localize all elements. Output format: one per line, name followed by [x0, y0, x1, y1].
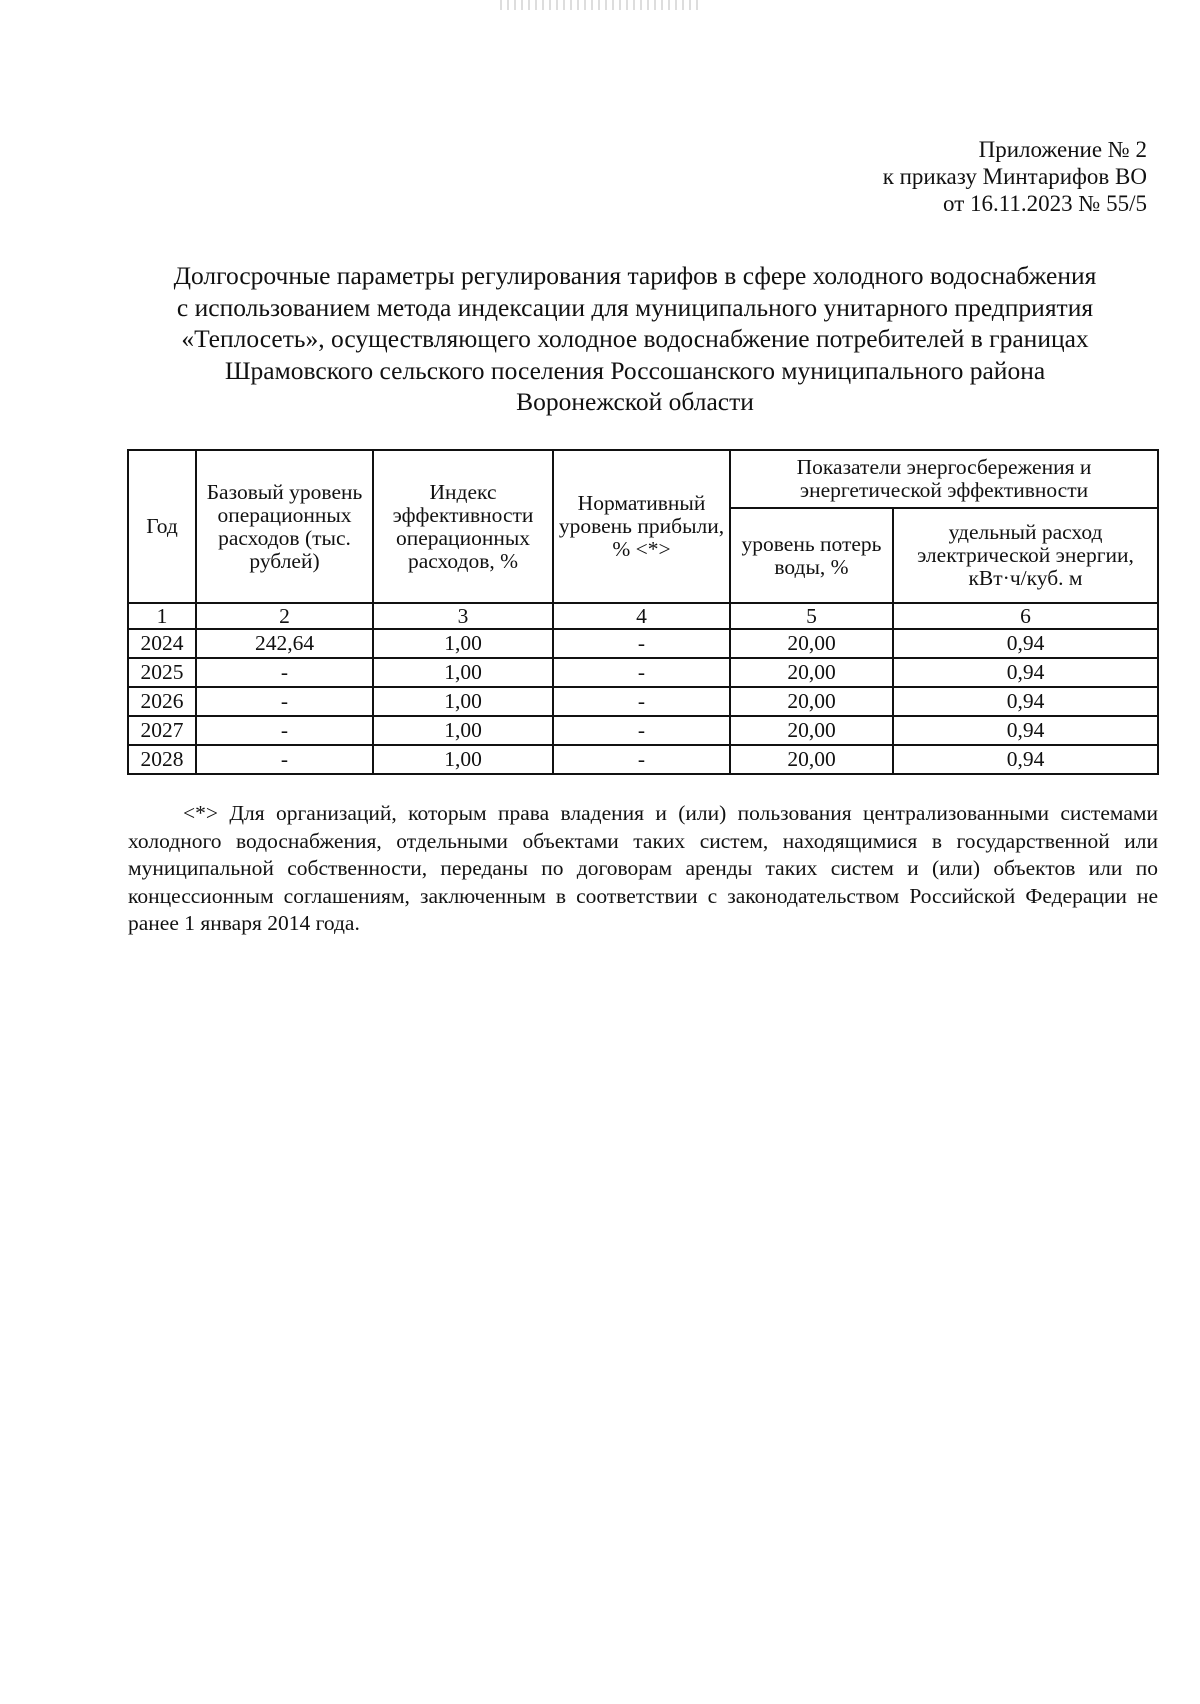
table-row [128, 687, 1158, 716]
header-year: Год [128, 450, 196, 603]
parameters-table [127, 449, 1159, 775]
attachment-line-1: Приложение № 2 [978, 137, 1147, 162]
cell-year: 2028 [128, 745, 196, 774]
cell-base-level: - [196, 658, 373, 687]
attachment-header [883, 136, 1147, 217]
cell-efficiency-index: 1,00 [373, 658, 553, 687]
cell-profit-level: - [553, 687, 730, 716]
table-row [128, 658, 1158, 687]
cell-efficiency-index: 1,00 [373, 745, 553, 774]
cell-year: 2025 [128, 658, 196, 687]
cell-base-level: - [196, 745, 373, 774]
title-line: Шрамовского сельского поселения Россошанского муниципального района [224, 355, 1046, 385]
column-number: 3 [373, 603, 553, 629]
scan-artifact [500, 0, 700, 10]
header-energy-group: Показатели энергосбережения и энергетической эффективности [730, 450, 1158, 508]
cell-base-level: 242,64 [196, 629, 373, 658]
cell-efficiency-index: 1,00 [373, 629, 553, 658]
cell-year: 2024 [128, 629, 196, 658]
attachment-line-2: к приказу Минтарифов ВО [882, 164, 1147, 189]
header-water-losses: уровень потерь воды, % [730, 508, 893, 603]
cell-efficiency-index: 1,00 [373, 716, 553, 745]
cell-profit-level: - [553, 658, 730, 687]
column-number: 4 [553, 603, 730, 629]
cell-profit-level: - [553, 745, 730, 774]
column-number: 1 [128, 603, 196, 629]
cell-energy-consumption: 0,94 [893, 716, 1158, 745]
cell-water-losses: 20,00 [730, 745, 893, 774]
cell-water-losses: 20,00 [730, 687, 893, 716]
cell-energy-consumption: 0,94 [893, 687, 1158, 716]
table-row [128, 745, 1158, 774]
header-efficiency-index: Индекс эффективности операционных расходов, % [373, 450, 553, 603]
table-row [128, 629, 1158, 658]
title-line: Долгосрочные параметры регулирования тарифов в сфере холодного водоснабжения [173, 261, 1097, 290]
header-base-level: Базовый уровень операционных расходов (тыс. рублей) [196, 450, 373, 603]
cell-efficiency-index: 1,00 [373, 687, 553, 716]
column-number: 2 [196, 603, 373, 629]
cell-base-level: - [196, 687, 373, 716]
column-number-row [128, 603, 1158, 629]
cell-water-losses: 20,00 [730, 629, 893, 658]
cell-water-losses: 20,00 [730, 716, 893, 745]
footnote: <*> Для организаций, которым права владения и (или) пользования централизованными системами холодного водоснабжения, отдельными объектами таких систем, находящимися в государственной или муниципальной собственности, переданы по договорам аренды таких систем и (или) объектов или по концессионным соглашениям, заключенным в соответствии с законодательством Российской Федерации не ранее 1 января 2014 года. [128, 801, 1158, 935]
table-row [128, 716, 1158, 745]
cell-profit-level: - [553, 716, 730, 745]
attachment-line-3: от 16.11.2023 № 55/5 [943, 191, 1147, 216]
cell-year: 2027 [128, 716, 196, 745]
title-line: с использованием метода индексации для муниципального унитарного предприятия [176, 292, 1094, 322]
column-number: 5 [730, 603, 893, 629]
cell-energy-consumption: 0,94 [893, 745, 1158, 774]
title-line: «Теплосеть», осуществляющего холодное водоснабжение потребителей в границах [181, 324, 1089, 353]
header-energy-consumption: удельный расход электрической энергии, кВт·ч/куб. м [893, 508, 1158, 603]
cell-year: 2026 [128, 687, 196, 716]
title-line: Воронежской области [516, 387, 754, 416]
cell-water-losses: 20,00 [730, 658, 893, 687]
document-title [110, 260, 1160, 418]
column-number: 6 [893, 603, 1158, 629]
cell-profit-level: - [553, 629, 730, 658]
cell-energy-consumption: 0,94 [893, 658, 1158, 687]
cell-base-level: - [196, 716, 373, 745]
cell-energy-consumption: 0,94 [893, 629, 1158, 658]
header-profit-level: Нормативный уровень прибыли, % <*> [553, 450, 730, 603]
